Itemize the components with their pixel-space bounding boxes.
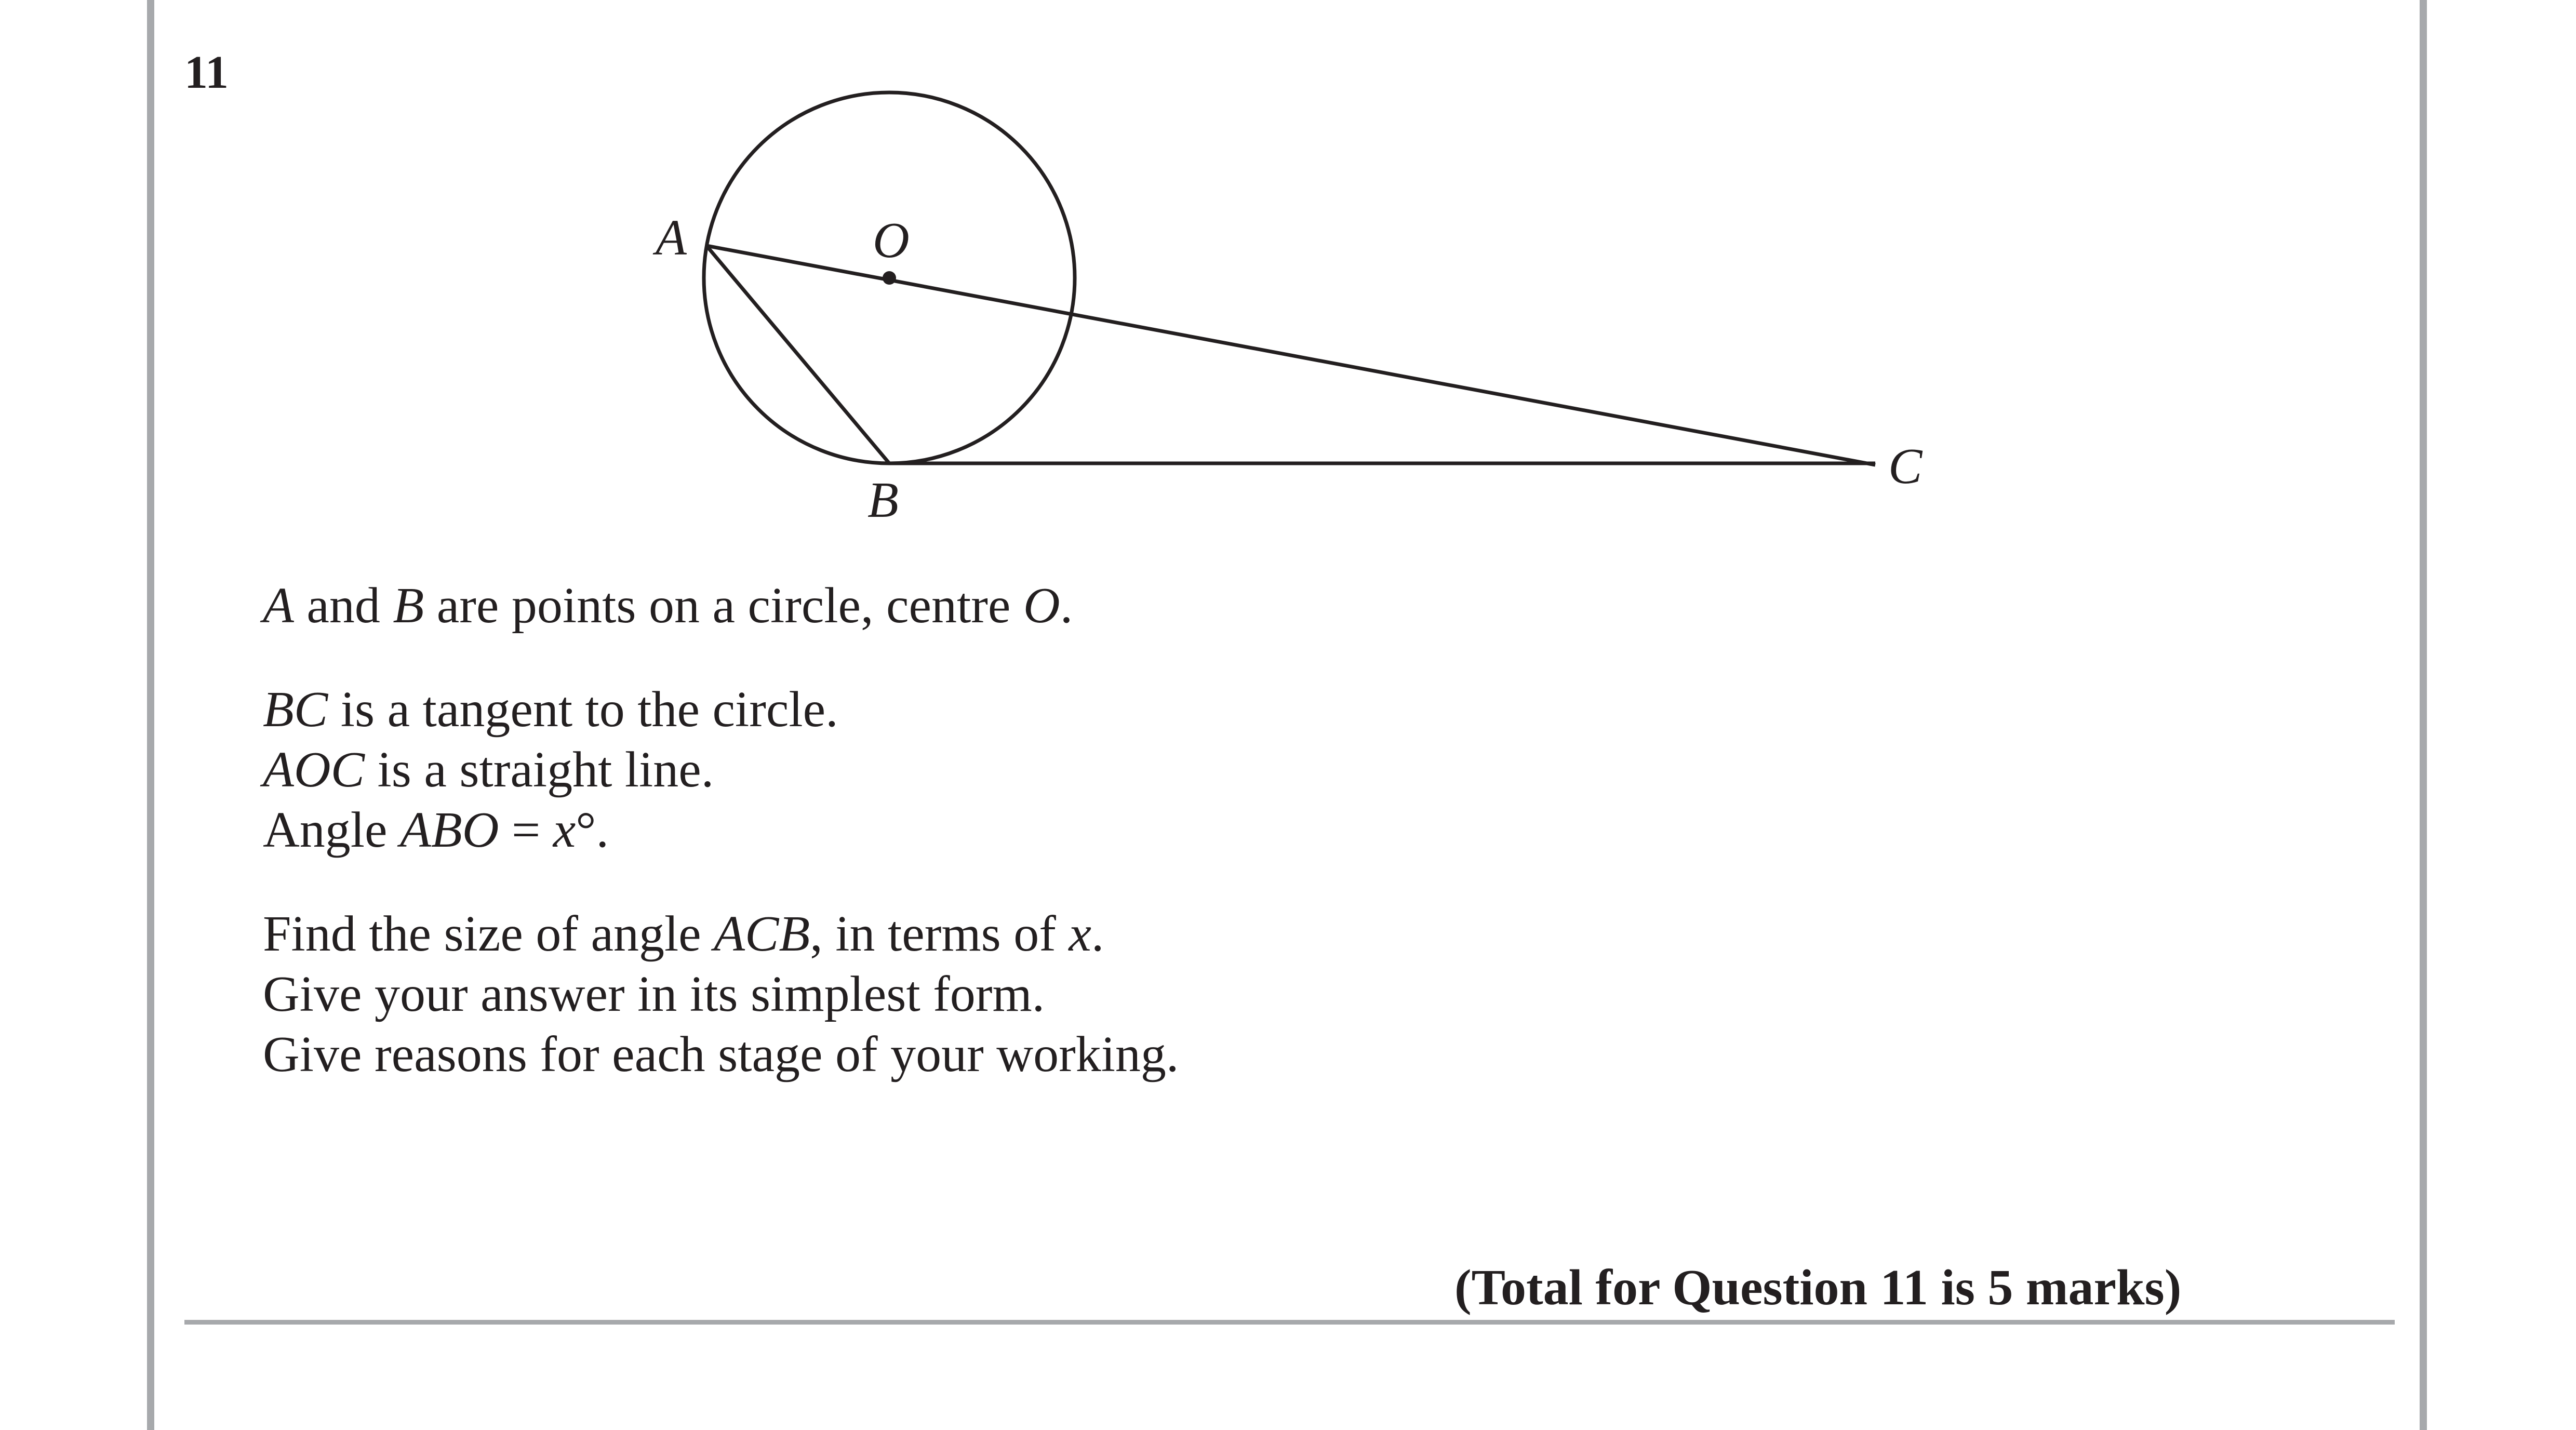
label-B: B <box>867 472 899 528</box>
var-B: B <box>393 578 424 634</box>
instruction-simplest-form: Give your answer in its simplest form. <box>263 966 1045 1022</box>
divider-rule <box>184 1320 2395 1325</box>
line-AOC <box>706 246 1875 465</box>
label-A: A <box>656 210 687 266</box>
instruction-give-reasons: Give reasons for each stage of your working. <box>263 1026 1179 1082</box>
line-AB <box>706 246 889 463</box>
question-number: 11 <box>184 47 229 98</box>
fact-straight-line: AOC is a straight line. <box>263 742 714 798</box>
paragraph-given-facts <box>263 679 838 860</box>
paragraph-points-on-circle: A and B are points on a circle, centre O. <box>263 578 1073 634</box>
instruction-find-angle: Find the size of angle ACB, in terms of x. <box>263 906 1104 962</box>
geometry-diagram <box>0 0 2576 571</box>
label-O: O <box>873 212 910 269</box>
fact-angle: Angle ABO = x°. <box>263 802 609 858</box>
fact-tangent: BC is a tangent to the circle. <box>263 681 838 738</box>
centre-point-O <box>883 271 896 285</box>
label-C: C <box>1888 438 1923 495</box>
paragraph-instructions <box>263 904 1179 1085</box>
var-A: A <box>263 578 294 634</box>
total-marks: (Total for Question 11 is 5 marks) <box>1454 1260 2182 1316</box>
var-O: O <box>1023 578 1060 634</box>
